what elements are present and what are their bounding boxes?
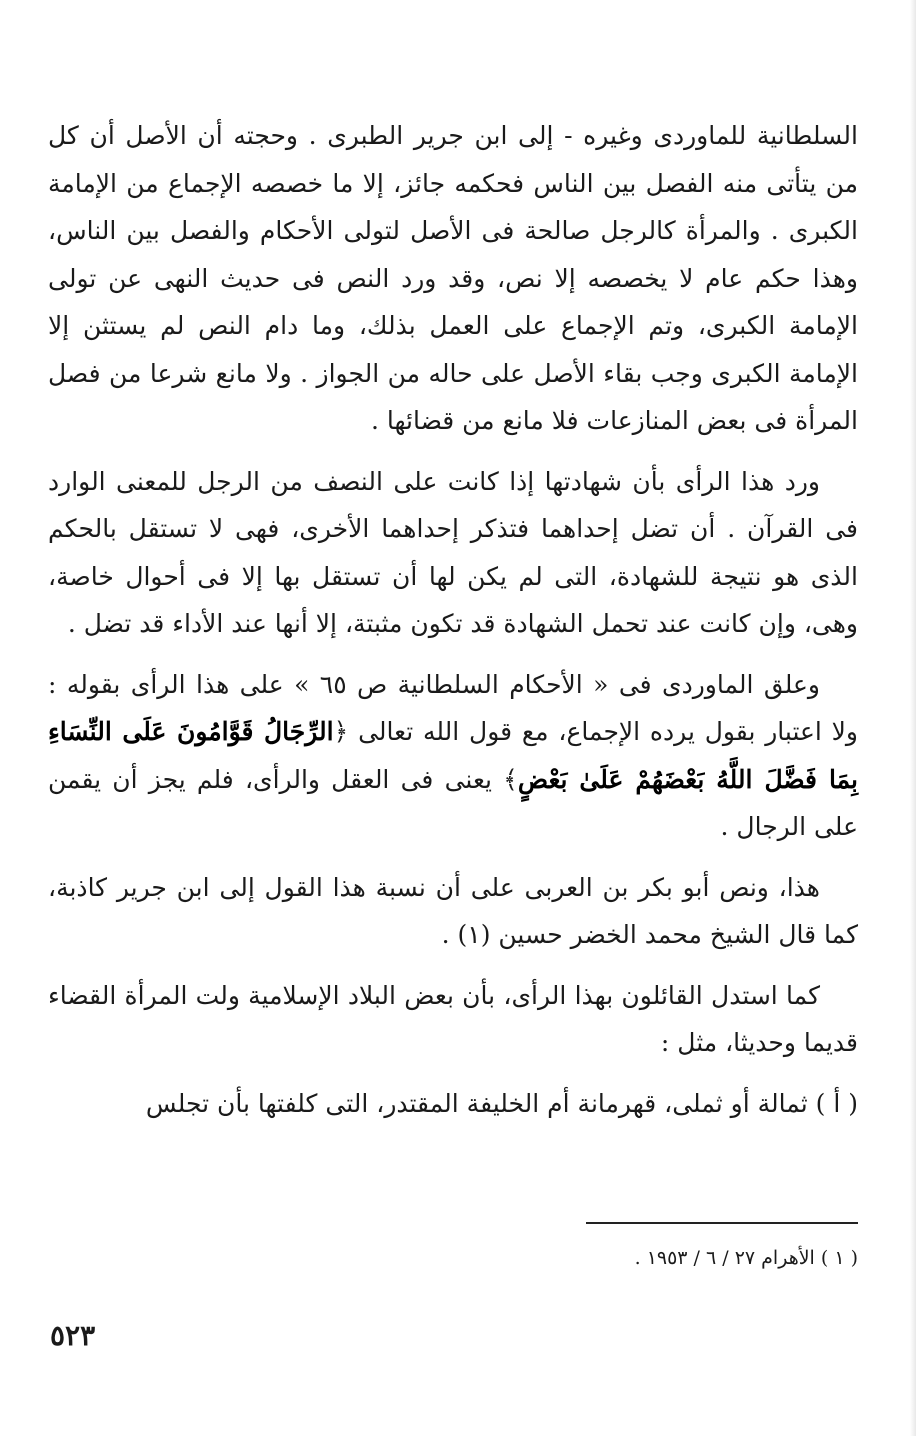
page-number: ٥٢٣ — [50, 1319, 96, 1352]
paragraph-5: كما استدل القائلون بهذا الرأى، بأن بعض البلاد الإسلامية ولت المرأة القضاء قديما وحديثا، مثل : — [48, 980, 858, 1057]
page-edge-shadow — [910, 0, 916, 1436]
paragraph-3-text-after: ﴾ يعنى فى العقل والرأى، فلم يجز أن يقمن على الرجال . — [48, 764, 858, 841]
quran-verse: الرِّجَالُ قَوَّامُونَ عَلَى النِّسَاءِ بِمَا فَضَّلَ اللَّهُ بَعْضَهُمْ عَلَىٰ بَعْضٍ — [48, 717, 858, 794]
footnote-divider — [586, 1222, 858, 1224]
paragraph-1: السلطانية للماوردى وغيره - إلى ابن جرير الطبرى . وحجته أن الأصل أن كل من يتأتى منه الفصل بين الناس فحكمه جائز، إلا ما خصصه الإجماع من الإمامة الكبرى . والمرأة كالرجل صالحة فى الأصل لتولى الأحكام والفصل بين الناس، وهذا حكم عام لا يخصصه إلا نص، وقد ورد النص فى حديث النهى عن تولى الإمامة الكبرى، وتم الإجماع على العمل بذلك، وما دام النص لم يستثن إلا الإمامة الكبرى وجب بقاء الأصل على حاله من الجواز . ولا مانع شرعا من فصل المرأة فى بعض المنازعات فلا مانع من قضائها . — [48, 121, 858, 435]
paragraph-4: هذا، ونص أبو بكر بن العربى على أن نسبة هذا القول إلى ابن جرير كاذبة، كما قال الشيخ محمد الخضر حسين (١) . — [48, 872, 858, 949]
paragraph-3-text-before: وعلق الماوردى فى « الأحكام السلطانية ص ٦٥ » على هذا الرأى بقوله : ولا اعتبار بقول يرده الإجماع، مع قول الله تعالى ﴿ — [48, 669, 858, 746]
main-text — [48, 112, 858, 1140]
paragraph-6: ( أ ) ثمالة أو ثملى، قهرمانة أم الخليفة المقتدر، التى كلفتها بأن تجلس — [145, 1088, 858, 1118]
paragraph-3 — [48, 661, 858, 851]
paragraph-2: ورد هذا الرأى بأن شهادتها إذا كانت على النصف من الرجل للمعنى الوارد فى القرآن . أن تضل إحداهما فتذكر إحداهما الأخرى، فهى لا تستقل بالحكم الذى هو نتيجة للشهادة، التى لم يكن لها أن تستقل بها إلا فى أحوال خاصة، وهى، وإن كانت عند تحمل الشهادة قد تكون مثبتة، إلا أنها عند الأداء قد تضل . — [48, 466, 858, 638]
footnote: ( ١ ) الأهرام ٢٧ / ٦ / ١٩٥٣ . — [634, 1247, 858, 1269]
